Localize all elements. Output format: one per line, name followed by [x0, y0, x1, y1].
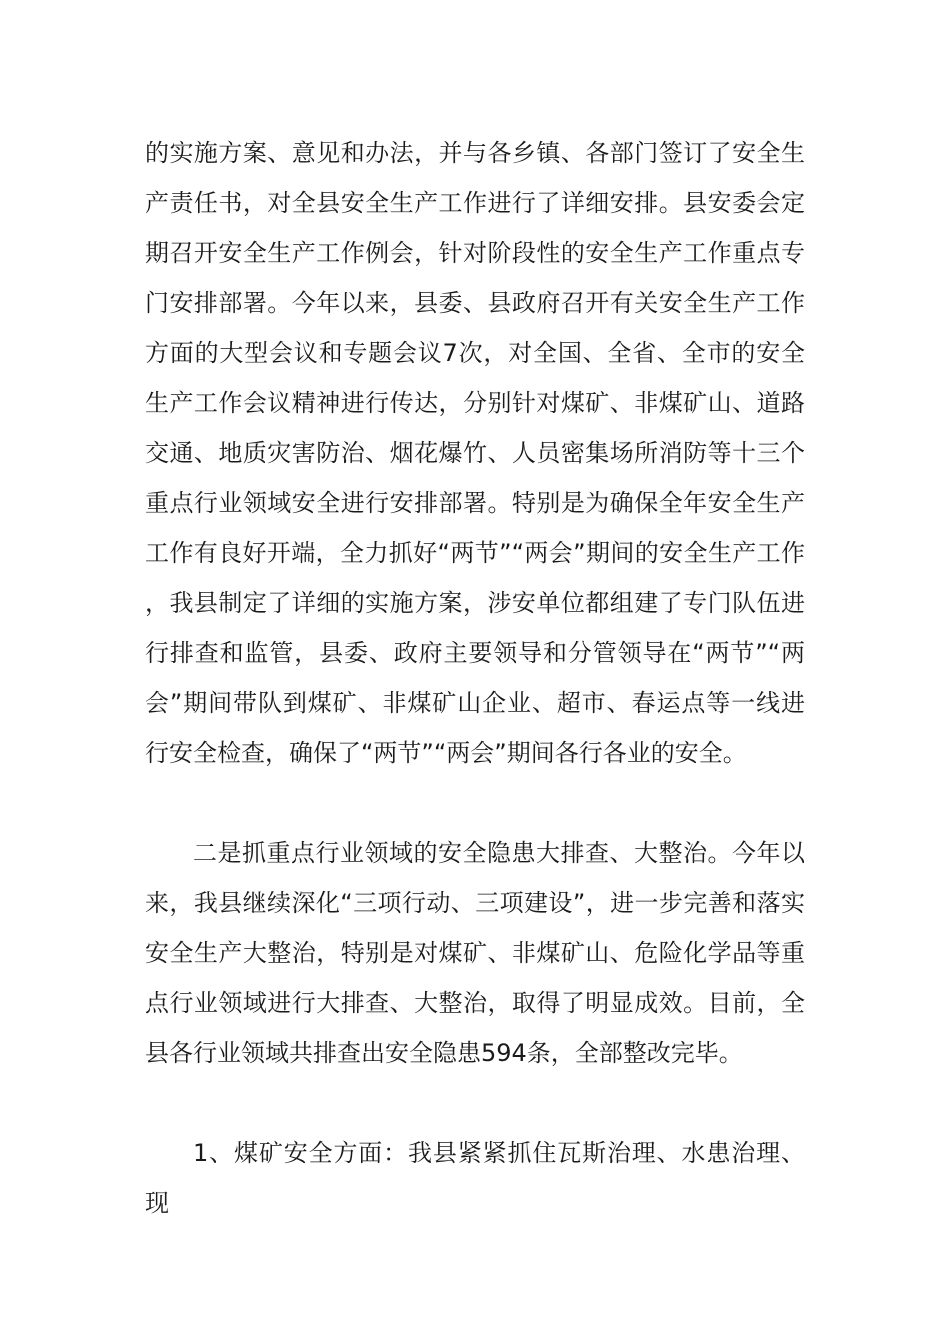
paragraph-3: 1、煤矿安全方面：我县紧紧抓住瓦斯治理、水患治理、现 — [145, 1139, 805, 1217]
paragraph-2: 二是抓重点行业领域的安全隐患大排查、大整治。今年以来，我县继续深化“三项行动、三项建设”，进一步完善和落实安全生产大整治，特别是对煤矿、非煤矿山、危险化学品等重点行业领域进行大排查、大整治，取得了明显成效。目前，全县各行业领域共排查出安全隐患594条，全部整改完毕。 — [145, 839, 805, 1067]
paragraph-1: 的实施方案、意见和办法，并与各乡镇、各部门签订了安全生产责任书，对全县安全生产工作进行了详细安排。县安委会定期召开安全生产工作例会，针对阶段性的安全生产工作重点专门安排部署。今年以来，县委、县政府召开有关安全生产工作方面的大型会议和专题会议7次，对全国、全省、全市的安全生产工作会议精神进行传达，分别针对煤矿、非煤矿山、道路交通、地质灾害防治、烟花爆竹、人员密集场所消防等十三个重点行业领域安全进行安排部署。特别是为确保全年安全生产工作有良好开端，全力抓好“两节”“两会”期间的安全生产工作，我县制定了详细的实施方案，涉安单位都组建了专门队伍进行排查和监管，县委、政府主要领导和分管领导在“两节”“两会”期间带队到煤矿、非煤矿山企业、超市、春运点等一线进行安全检查，确保了“两节”“两会”期间各行各业的安全。 — [145, 139, 805, 767]
paragraph-spacer — [145, 778, 805, 828]
document-body — [145, 128, 805, 1228]
paragraph-spacer — [145, 1078, 805, 1128]
